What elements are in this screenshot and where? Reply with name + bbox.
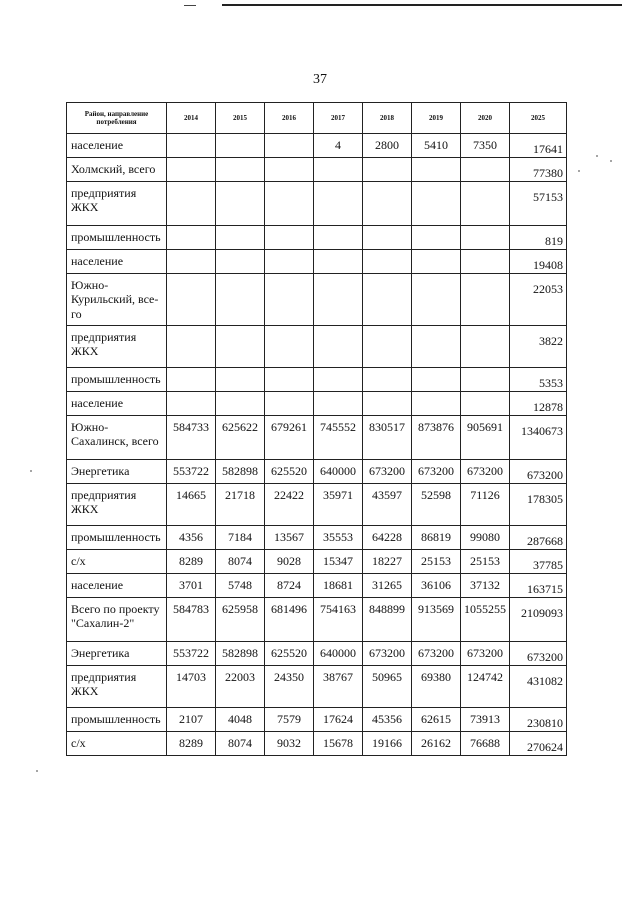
- table-row: [67, 368, 567, 392]
- table-cell: 673200: [461, 642, 510, 666]
- table-cell: [216, 392, 265, 416]
- table-cell: 673200: [363, 642, 412, 666]
- table-cell: 582898: [216, 642, 265, 666]
- table-cell: [167, 134, 216, 158]
- table-cell: 625520: [265, 460, 314, 484]
- table-cell: 8289: [167, 550, 216, 574]
- table-cell: 26162: [412, 732, 461, 756]
- table-cell: [265, 274, 314, 326]
- table-cell: 2109093: [510, 598, 567, 642]
- table-row: [67, 484, 567, 526]
- table-cell: [412, 274, 461, 326]
- table-cell: [461, 368, 510, 392]
- header-year: 2018: [363, 103, 412, 134]
- table-cell: 4048: [216, 708, 265, 732]
- table-cell: 640000: [314, 460, 363, 484]
- table-cell: 22053: [510, 274, 567, 326]
- row-label: население: [67, 134, 167, 158]
- table-cell: [314, 368, 363, 392]
- table-cell: 913569: [412, 598, 461, 642]
- table-cell: [265, 226, 314, 250]
- table-cell: [216, 226, 265, 250]
- table-cell: [167, 226, 216, 250]
- table-cell: 14665: [167, 484, 216, 526]
- table-cell: [167, 274, 216, 326]
- table-cell: 287668: [510, 526, 567, 550]
- row-label: промышленность: [67, 368, 167, 392]
- table-cell: 673200: [510, 460, 567, 484]
- scan-mark: [184, 5, 196, 6]
- table-cell: 673200: [412, 460, 461, 484]
- table-cell: [216, 158, 265, 182]
- table-cell: [461, 274, 510, 326]
- table-cell: 673200: [412, 642, 461, 666]
- table-cell: 673200: [363, 460, 412, 484]
- table-cell: [412, 158, 461, 182]
- table-cell: [265, 182, 314, 226]
- table-cell: [363, 368, 412, 392]
- table-row: [67, 526, 567, 550]
- table-cell: 673200: [510, 642, 567, 666]
- table-row: [67, 732, 567, 756]
- table-cell: 270624: [510, 732, 567, 756]
- table-cell: 754163: [314, 598, 363, 642]
- table-cell: [461, 158, 510, 182]
- table-cell: 15347: [314, 550, 363, 574]
- table-cell: 625958: [216, 598, 265, 642]
- table-cell: 4356: [167, 526, 216, 550]
- row-label: Энергетика: [67, 460, 167, 484]
- table-cell: 9032: [265, 732, 314, 756]
- table-cell: [412, 226, 461, 250]
- table-cell: [412, 182, 461, 226]
- table-cell: [216, 182, 265, 226]
- top-rule: [222, 4, 622, 6]
- table-cell: 22003: [216, 666, 265, 708]
- table-cell: 35971: [314, 484, 363, 526]
- row-label: предприятия ЖКХ: [67, 484, 167, 526]
- table-cell: [314, 182, 363, 226]
- table-cell: 19166: [363, 732, 412, 756]
- row-label: население: [67, 574, 167, 598]
- table-cell: 8074: [216, 732, 265, 756]
- table-cell: 43597: [363, 484, 412, 526]
- table-cell: [167, 326, 216, 368]
- table-row: [67, 182, 567, 226]
- table-cell: [167, 368, 216, 392]
- row-label: предприятия ЖКХ: [67, 326, 167, 368]
- table-cell: 69380: [412, 666, 461, 708]
- table-cell: [412, 368, 461, 392]
- table-cell: 5353: [510, 368, 567, 392]
- scan-speck: [578, 170, 580, 172]
- table-cell: 64228: [363, 526, 412, 550]
- row-label: промышленность: [67, 708, 167, 732]
- table-cell: [265, 392, 314, 416]
- table-cell: [265, 368, 314, 392]
- table-cell: 76688: [461, 732, 510, 756]
- table-cell: 25153: [412, 550, 461, 574]
- header-year: 2019: [412, 103, 461, 134]
- header-year: 2014: [167, 103, 216, 134]
- table-cell: 62615: [412, 708, 461, 732]
- table-cell: [363, 226, 412, 250]
- table-cell: 873876: [412, 416, 461, 460]
- table-cell: [314, 274, 363, 326]
- table-cell: 21718: [216, 484, 265, 526]
- table-row: [67, 158, 567, 182]
- table-row: [67, 574, 567, 598]
- table-cell: 45356: [363, 708, 412, 732]
- table-header-row: [67, 103, 567, 134]
- table-cell: 905691: [461, 416, 510, 460]
- table-row: [67, 416, 567, 460]
- table-cell: 52598: [412, 484, 461, 526]
- row-label: с/х: [67, 732, 167, 756]
- scan-speck: [30, 470, 32, 472]
- table-cell: [461, 250, 510, 274]
- table-row: [67, 326, 567, 368]
- table-cell: [167, 158, 216, 182]
- table-cell: [314, 392, 363, 416]
- header-year: 2016: [265, 103, 314, 134]
- table-cell: [461, 326, 510, 368]
- row-label: население: [67, 392, 167, 416]
- table-cell: 745552: [314, 416, 363, 460]
- header-year: 2017: [314, 103, 363, 134]
- table-row: [67, 550, 567, 574]
- table-cell: 582898: [216, 460, 265, 484]
- table-cell: 2800: [363, 134, 412, 158]
- header-year: 2025: [510, 103, 567, 134]
- table-cell: 124742: [461, 666, 510, 708]
- table-row: [67, 460, 567, 484]
- table-cell: 553722: [167, 642, 216, 666]
- consumption-table: [66, 102, 567, 756]
- table-cell: [363, 326, 412, 368]
- table-cell: 86819: [412, 526, 461, 550]
- table-cell: 36106: [412, 574, 461, 598]
- table-cell: 681496: [265, 598, 314, 642]
- table-cell: [216, 250, 265, 274]
- table-cell: [265, 134, 314, 158]
- table-cell: [265, 158, 314, 182]
- table-cell: 3701: [167, 574, 216, 598]
- table-cell: [461, 226, 510, 250]
- table-cell: [363, 158, 412, 182]
- table-cell: 5748: [216, 574, 265, 598]
- table-cell: 14703: [167, 666, 216, 708]
- row-label: Всего по проекту "Сахалин-2": [67, 598, 167, 642]
- table-cell: 99080: [461, 526, 510, 550]
- table-cell: [314, 250, 363, 274]
- table-cell: 830517: [363, 416, 412, 460]
- table-cell: 553722: [167, 460, 216, 484]
- row-label: население: [67, 250, 167, 274]
- header-label: Район, направление потребления: [67, 103, 167, 134]
- table-row: [67, 134, 567, 158]
- table-cell: 50965: [363, 666, 412, 708]
- table-cell: 12878: [510, 392, 567, 416]
- table-cell: 673200: [461, 460, 510, 484]
- table-cell: [412, 392, 461, 416]
- row-label: предприятия ЖКХ: [67, 666, 167, 708]
- table-cell: 3822: [510, 326, 567, 368]
- row-label: Холмский, всего: [67, 158, 167, 182]
- table-cell: 71126: [461, 484, 510, 526]
- table-cell: 848899: [363, 598, 412, 642]
- table-cell: 230810: [510, 708, 567, 732]
- table-cell: 7579: [265, 708, 314, 732]
- table-cell: [461, 392, 510, 416]
- page-number: 37: [313, 72, 327, 87]
- table-row: [67, 392, 567, 416]
- table-cell: [216, 326, 265, 368]
- table-cell: 7350: [461, 134, 510, 158]
- table-cell: [363, 182, 412, 226]
- table-cell: 15678: [314, 732, 363, 756]
- table-row: [67, 666, 567, 708]
- row-label: предприятия ЖКХ: [67, 182, 167, 226]
- table-cell: 8074: [216, 550, 265, 574]
- table-cell: 73913: [461, 708, 510, 732]
- table-cell: 9028: [265, 550, 314, 574]
- table-cell: 431082: [510, 666, 567, 708]
- table-cell: 8289: [167, 732, 216, 756]
- row-label: Южно-Курильский, все-го: [67, 274, 167, 326]
- table-cell: [167, 182, 216, 226]
- table-cell: 25153: [461, 550, 510, 574]
- table-cell: [314, 158, 363, 182]
- row-label: промышленность: [67, 526, 167, 550]
- table-cell: 22422: [265, 484, 314, 526]
- table-cell: 18681: [314, 574, 363, 598]
- table-cell: 31265: [363, 574, 412, 598]
- row-label: с/х: [67, 550, 167, 574]
- scan-speck: [596, 155, 598, 157]
- table-cell: [363, 274, 412, 326]
- table-cell: 1055255: [461, 598, 510, 642]
- table-cell: 7184: [216, 526, 265, 550]
- table-cell: 2107: [167, 708, 216, 732]
- table-cell: 679261: [265, 416, 314, 460]
- table-cell: 13567: [265, 526, 314, 550]
- table-cell: 625622: [216, 416, 265, 460]
- table-row: [67, 250, 567, 274]
- table-cell: 35553: [314, 526, 363, 550]
- table-cell: 38767: [314, 666, 363, 708]
- table-cell: 77380: [510, 158, 567, 182]
- table-cell: 584783: [167, 598, 216, 642]
- row-label: Энергетика: [67, 642, 167, 666]
- table-cell: 584733: [167, 416, 216, 460]
- table-cell: [363, 392, 412, 416]
- table-cell: 37785: [510, 550, 567, 574]
- table-cell: 37132: [461, 574, 510, 598]
- table-cell: [314, 326, 363, 368]
- table-cell: [265, 326, 314, 368]
- table-cell: 4: [314, 134, 363, 158]
- table-row: [67, 642, 567, 666]
- table-cell: 163715: [510, 574, 567, 598]
- table-cell: [461, 182, 510, 226]
- table-cell: 1340673: [510, 416, 567, 460]
- table-cell: [265, 250, 314, 274]
- table-cell: 178305: [510, 484, 567, 526]
- table-cell: 18227: [363, 550, 412, 574]
- table-cell: [412, 250, 461, 274]
- table-cell: 17624: [314, 708, 363, 732]
- scan-speck: [36, 770, 38, 772]
- table-cell: 640000: [314, 642, 363, 666]
- table-cell: 8724: [265, 574, 314, 598]
- header-year: 2020: [461, 103, 510, 134]
- table-cell: 17641: [510, 134, 567, 158]
- row-label: Южно-Сахалинск, всего: [67, 416, 167, 460]
- table-cell: [363, 250, 412, 274]
- table-cell: [216, 368, 265, 392]
- table-cell: 19408: [510, 250, 567, 274]
- table-cell: [167, 250, 216, 274]
- table-row: [67, 274, 567, 326]
- table-row: [67, 226, 567, 250]
- table-cell: [167, 392, 216, 416]
- table-cell: [216, 274, 265, 326]
- table-cell: [412, 326, 461, 368]
- scan-speck: [610, 160, 612, 162]
- table-row: [67, 598, 567, 642]
- table-cell: 625520: [265, 642, 314, 666]
- table-cell: [314, 226, 363, 250]
- table-cell: 24350: [265, 666, 314, 708]
- table-cell: 5410: [412, 134, 461, 158]
- table-cell: 819: [510, 226, 567, 250]
- header-year: 2015: [216, 103, 265, 134]
- row-label: промышленность: [67, 226, 167, 250]
- table-cell: 57153: [510, 182, 567, 226]
- table-row: [67, 708, 567, 732]
- table-cell: [216, 134, 265, 158]
